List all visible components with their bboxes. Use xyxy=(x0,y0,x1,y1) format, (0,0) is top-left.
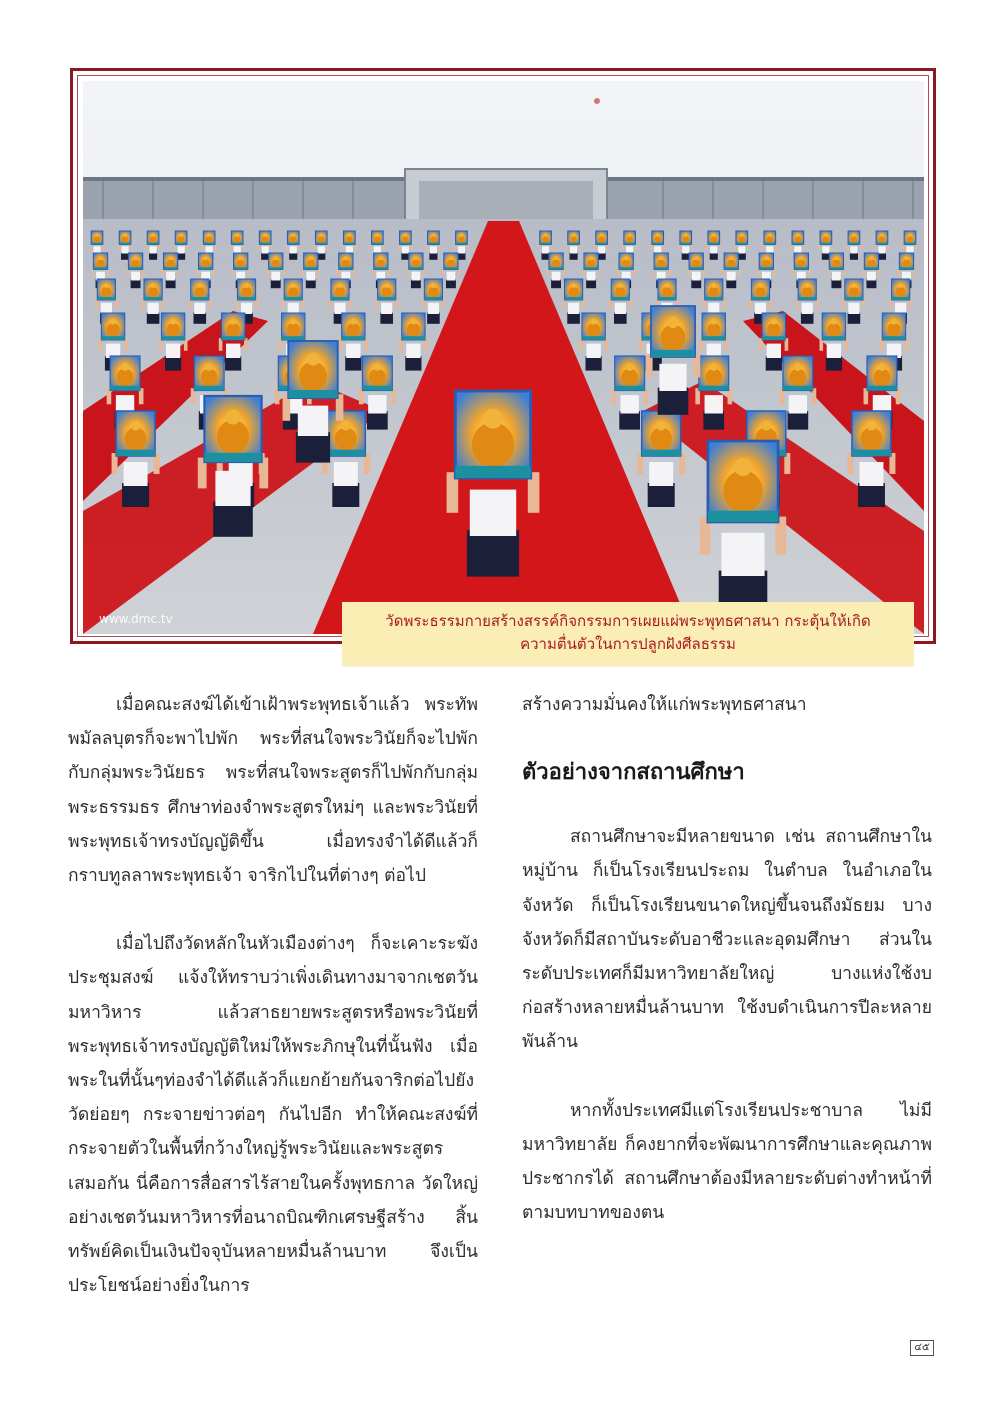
right-paragraph-continued: สร้างความมั่นคงให้แก่พระพุทธศาสนา xyxy=(522,695,807,715)
caption-line-2: ความตื่นตัวในการปลูกฝังศีลธรรม xyxy=(520,635,736,653)
left-paragraph-2: เมื่อไปถึงวัดหลักในหัวเมืองต่างๆ ก็จะเคาะระฆังประชุมสงฆ์ แจ้งให้ทราบว่าเพิ่งเดินทางมาจากเชตวันมหาวิหาร แล้วสาธยายพระสูตรหรือพระวินัยที่พระพุทธเจ้าทรงบัญญัติใหม่ให้พระภิกษุในที่นั้นฟัง เมื่อพระในที่นั้นๆท่องจำได้ดีแล้วก็แยกย้ายกันจาริกต่อไปยังวัดย่อยๆ กระจายข่าวต่อๆ กันไปอีก ทำให้คณะสงฆ์ที่กระจายตัวในพื้นที่กว้างใหญ่รู้พระวินัยและพระสูตรเสมอกัน นี่คือการสื่อสารไร้สายในครั้งพุทธกาล วัดใหญ่อย่างเชตวันมหาวิหารที่อนาถบิณฑิกเศรษฐีสร้าง สิ้นทรัพย์คิดเป็นเงินปัจจุบันหลายหมื่นล้านบาท จึงเป็นประโยชน์อย่างยิ่งในการ xyxy=(68,934,478,1297)
caption-line-1: วัดพระธรรมกายสร้างสรรค์กิจกรรมการเผยแผ่พระพุทธศาสนา กระตุ้นให้เกิด xyxy=(385,612,871,630)
paragraph-gap xyxy=(522,1060,932,1094)
photo-watermark: www.dmc.tv xyxy=(99,612,173,626)
photo-illustration xyxy=(83,81,924,634)
section-heading: ตัวอย่างจากสถานศึกษา xyxy=(522,760,745,786)
right-paragraph-1: สถานศึกษาจะมีหลายขนาด เช่น สถานศึกษาในหมู่บ้าน ก็เป็นโรงเรียนประถม ในตำบล ในอำเภอในจังหวัด ก็เป็นโรงเรียนขนาดใหญ่ขึ้นจนถึงมัธยม บางจังหวัดก็มีสถาบันระดับอาชีวะและอุดมศึกษา ส่วนในระดับประเทศก็มีมหาวิทยาลัยใหญ่ บางแห่งใช้งบก่อสร้างหลายหมื่นล้านบาท ใช้งบดำเนินการปีละหลายพันล้าน xyxy=(522,827,932,1053)
right-paragraph-2: หากทั้งประเทศมีแต่โรงเรียนประชาบาล ไม่มีมหาวิทยาลัย ก็คงยากที่จะพัฒนาการศึกษาและคุณภาพประชากรได้ สถานศึกษาต้องมีหลายระดับต่างทำหน้าที่ตามบทบาทของตน xyxy=(522,1100,932,1224)
photo-caption xyxy=(342,602,914,666)
event-photo xyxy=(83,81,924,634)
left-column xyxy=(68,688,478,1303)
page-number: ๔๕ xyxy=(910,1340,934,1356)
right-column xyxy=(522,688,932,1230)
photo-frame xyxy=(70,68,936,644)
left-paragraph-1: เมื่อคณะสงฆ์ได้เข้าเฝ้าพระพุทธเจ้าแล้ว พระทัพพมัลลบุตรก็จะพาไปพัก พระที่สนใจพระวินัยก็จะไปพักกับกลุ่มพระวินัยธร พระที่สนใจพระสูตรก็ไปพักกับกลุ่มพระธรรมธร ศึกษาท่องจำพระสูตรใหม่ๆ และพระวินัยที่พระพุทธเจ้าทรงบัญญัติขึ้น เมื่อทรงจำได้ดีแล้วก็กราบทูลลาพระพุทธเจ้า จาริกไปในที่ต่างๆ ต่อไป xyxy=(68,695,478,887)
paragraph-gap xyxy=(68,893,478,927)
